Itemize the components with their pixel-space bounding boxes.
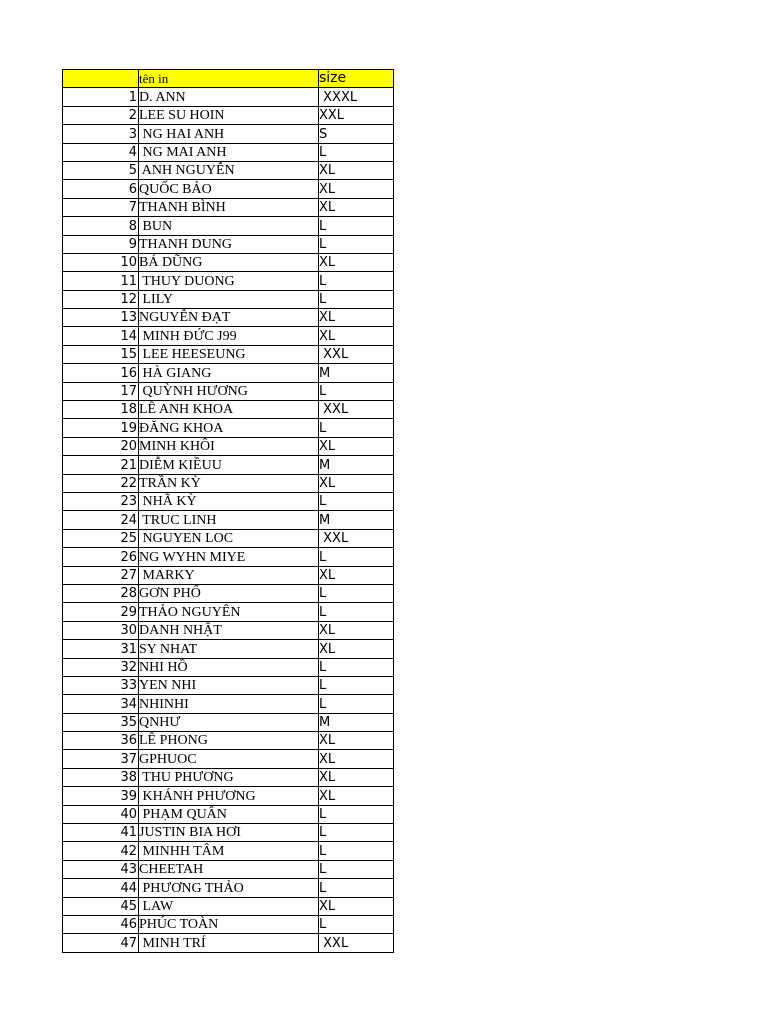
index-cell[interactable]: 36 bbox=[63, 732, 139, 750]
table-row bbox=[63, 401, 394, 419]
name-cell[interactable]: NHÃ KỲ bbox=[139, 492, 319, 510]
name-cell[interactable]: NG MAI ANH bbox=[139, 143, 319, 161]
table-row bbox=[63, 750, 394, 768]
size-cell[interactable]: L bbox=[319, 492, 394, 510]
name-cell[interactable]: PHÚC TOÀN bbox=[139, 915, 319, 933]
index-cell[interactable]: 33 bbox=[63, 676, 139, 694]
size-cell[interactable]: M bbox=[319, 456, 394, 474]
name-cell[interactable]: THẢO NGUYÊN bbox=[139, 603, 319, 621]
index-cell[interactable]: 26 bbox=[63, 548, 139, 566]
name-cell[interactable]: THANH BÌNH bbox=[139, 198, 319, 216]
table-row bbox=[63, 272, 394, 290]
size-cell[interactable]: XXL bbox=[319, 401, 394, 419]
name-cell[interactable]: NGUYỄN ĐẠT bbox=[139, 309, 319, 327]
size-cell[interactable]: L bbox=[319, 143, 394, 161]
index-cell[interactable]: 22 bbox=[63, 474, 139, 492]
name-cell[interactable]: GPHUOC bbox=[139, 750, 319, 768]
size-cell[interactable]: XXL bbox=[319, 934, 394, 952]
index-cell[interactable]: 31 bbox=[63, 640, 139, 658]
size-cell[interactable]: S bbox=[319, 125, 394, 143]
table-row bbox=[63, 474, 394, 492]
size-cell[interactable]: XL bbox=[319, 621, 394, 639]
size-cell[interactable]: L bbox=[319, 217, 394, 235]
size-cell[interactable]: L bbox=[319, 235, 394, 253]
name-cell[interactable]: NHI HỒ bbox=[139, 658, 319, 676]
size-cell[interactable]: L bbox=[319, 548, 394, 566]
name-cell[interactable]: LEE HEESEUNG bbox=[139, 345, 319, 363]
index-cell[interactable]: 19 bbox=[63, 419, 139, 437]
table-row bbox=[63, 492, 394, 510]
index-cell[interactable]: 6 bbox=[63, 180, 139, 198]
index-cell[interactable]: 16 bbox=[63, 364, 139, 382]
size-cell[interactable]: XXL bbox=[319, 106, 394, 124]
table-row bbox=[63, 345, 394, 363]
name-cell[interactable]: SY NHAT bbox=[139, 640, 319, 658]
table-row bbox=[63, 106, 394, 124]
index-cell[interactable]: 38 bbox=[63, 768, 139, 786]
table-row bbox=[63, 437, 394, 455]
size-cell[interactable]: L bbox=[319, 676, 394, 694]
header-index-cell[interactable] bbox=[63, 70, 139, 88]
name-cell[interactable]: THUY DUONG bbox=[139, 272, 319, 290]
table-row bbox=[63, 364, 394, 382]
table-row bbox=[63, 382, 394, 400]
name-cell[interactable]: QUỐC BẢO bbox=[139, 180, 319, 198]
name-cell[interactable]: MARKY bbox=[139, 566, 319, 584]
size-cell[interactable]: L bbox=[319, 603, 394, 621]
name-cell[interactable]: TRUC LINH bbox=[139, 511, 319, 529]
index-cell[interactable]: 13 bbox=[63, 309, 139, 327]
header-name-cell[interactable]: tên in bbox=[139, 70, 319, 88]
name-cell[interactable]: THU PHƯƠNG bbox=[139, 768, 319, 786]
size-cell[interactable]: L bbox=[319, 658, 394, 676]
index-cell[interactable]: 12 bbox=[63, 290, 139, 308]
index-cell[interactable]: 29 bbox=[63, 603, 139, 621]
index-cell[interactable]: 5 bbox=[63, 161, 139, 179]
table-row bbox=[63, 860, 394, 878]
size-cell[interactable]: XXL bbox=[319, 345, 394, 363]
index-cell[interactable]: 17 bbox=[63, 382, 139, 400]
size-cell[interactable]: M bbox=[319, 511, 394, 529]
table-row bbox=[63, 529, 394, 547]
table-row bbox=[63, 824, 394, 842]
index-cell[interactable]: 34 bbox=[63, 695, 139, 713]
index-cell[interactable]: 14 bbox=[63, 327, 139, 345]
table-row bbox=[63, 732, 394, 750]
table-row bbox=[63, 695, 394, 713]
size-cell[interactable]: XXXL bbox=[319, 88, 394, 106]
index-cell[interactable]: 47 bbox=[63, 934, 139, 952]
table-row bbox=[63, 787, 394, 805]
name-cell[interactable]: GƠN PHỐ bbox=[139, 584, 319, 602]
table-row bbox=[63, 713, 394, 731]
table-row bbox=[63, 235, 394, 253]
index-cell[interactable]: 35 bbox=[63, 713, 139, 731]
name-cell[interactable]: ĐĂNG KHOA bbox=[139, 419, 319, 437]
index-cell[interactable]: 8 bbox=[63, 217, 139, 235]
name-cell[interactable]: ANH NGUYỄN bbox=[139, 161, 319, 179]
name-cell[interactable]: BÁ DŨNG bbox=[139, 253, 319, 271]
size-cell[interactable]: XL bbox=[319, 327, 394, 345]
size-cell[interactable]: L bbox=[319, 860, 394, 878]
name-cell[interactable]: CHEETAH bbox=[139, 860, 319, 878]
size-cell[interactable]: XL bbox=[319, 161, 394, 179]
index-cell[interactable]: 4 bbox=[63, 143, 139, 161]
table-row bbox=[63, 676, 394, 694]
name-cell[interactable]: PHƯƠNG THẢO bbox=[139, 879, 319, 897]
table-body bbox=[63, 70, 394, 953]
size-cell[interactable]: XL bbox=[319, 732, 394, 750]
index-cell[interactable]: 25 bbox=[63, 529, 139, 547]
table-row bbox=[63, 88, 394, 106]
size-list-table bbox=[62, 69, 394, 953]
table-row bbox=[63, 658, 394, 676]
name-cell[interactable]: LÊ PHONG bbox=[139, 732, 319, 750]
index-cell[interactable]: 28 bbox=[63, 584, 139, 602]
size-cell[interactable]: L bbox=[319, 695, 394, 713]
name-cell[interactable]: NHINHI bbox=[139, 695, 319, 713]
name-cell[interactable]: MINH ĐỨC J99 bbox=[139, 327, 319, 345]
index-cell[interactable]: 43 bbox=[63, 860, 139, 878]
name-cell[interactable]: HÀ GIANG bbox=[139, 364, 319, 382]
table-row bbox=[63, 198, 394, 216]
table-row bbox=[63, 584, 394, 602]
table-row bbox=[63, 327, 394, 345]
name-cell[interactable]: QUỲNH HƯƠNG bbox=[139, 382, 319, 400]
name-cell[interactable]: MINH TRÍ bbox=[139, 934, 319, 952]
size-cell[interactable]: L bbox=[319, 842, 394, 860]
index-cell[interactable]: 11 bbox=[63, 272, 139, 290]
index-cell[interactable]: 15 bbox=[63, 345, 139, 363]
name-cell[interactable]: NG HAI ANH bbox=[139, 125, 319, 143]
name-cell[interactable]: BUN bbox=[139, 217, 319, 235]
index-cell[interactable]: 23 bbox=[63, 492, 139, 510]
size-cell[interactable]: XXL bbox=[319, 529, 394, 547]
table-row bbox=[63, 768, 394, 786]
size-cell[interactable]: M bbox=[319, 713, 394, 731]
size-cell[interactable]: XL bbox=[319, 787, 394, 805]
index-cell[interactable]: 46 bbox=[63, 915, 139, 933]
name-cell[interactable]: LEE SU HOIN bbox=[139, 106, 319, 124]
table-row bbox=[63, 253, 394, 271]
header-size-cell[interactable]: size bbox=[319, 70, 394, 88]
table-row bbox=[63, 290, 394, 308]
size-cell[interactable]: L bbox=[319, 879, 394, 897]
size-cell[interactable]: L bbox=[319, 290, 394, 308]
index-cell[interactable]: 7 bbox=[63, 198, 139, 216]
size-cell[interactable]: L bbox=[319, 584, 394, 602]
table-row bbox=[63, 143, 394, 161]
header-row bbox=[63, 70, 394, 88]
name-cell[interactable]: THANH DUNG bbox=[139, 235, 319, 253]
size-cell[interactable]: XL bbox=[319, 180, 394, 198]
size-cell[interactable]: XL bbox=[319, 566, 394, 584]
size-cell[interactable]: L bbox=[319, 915, 394, 933]
size-cell[interactable]: L bbox=[319, 805, 394, 823]
index-cell[interactable]: 20 bbox=[63, 437, 139, 455]
size-cell[interactable]: XL bbox=[319, 198, 394, 216]
index-cell[interactable]: 2 bbox=[63, 106, 139, 124]
table-row bbox=[63, 161, 394, 179]
name-cell[interactable]: MINH KHÔI bbox=[139, 437, 319, 455]
name-cell[interactable]: PHẠM QUÂN bbox=[139, 805, 319, 823]
index-cell[interactable]: 27 bbox=[63, 566, 139, 584]
size-cell[interactable]: XL bbox=[319, 437, 394, 455]
table-row bbox=[63, 419, 394, 437]
index-cell[interactable]: 30 bbox=[63, 621, 139, 639]
table-row bbox=[63, 548, 394, 566]
size-cell[interactable]: XL bbox=[319, 768, 394, 786]
table-row bbox=[63, 603, 394, 621]
size-cell[interactable]: XL bbox=[319, 309, 394, 327]
table-row bbox=[63, 621, 394, 639]
table-row bbox=[63, 217, 394, 235]
index-cell[interactable]: 42 bbox=[63, 842, 139, 860]
table-row bbox=[63, 879, 394, 897]
name-cell[interactable]: MINHH TÂM bbox=[139, 842, 319, 860]
name-cell[interactable]: QNHƯ bbox=[139, 713, 319, 731]
name-cell[interactable]: D. ANN bbox=[139, 88, 319, 106]
name-cell[interactable]: LAW bbox=[139, 897, 319, 915]
index-cell[interactable]: 45 bbox=[63, 897, 139, 915]
size-cell[interactable]: XL bbox=[319, 897, 394, 915]
size-cell[interactable]: XL bbox=[319, 640, 394, 658]
name-cell[interactable]: NG WYHN MIYE bbox=[139, 548, 319, 566]
index-cell[interactable]: 21 bbox=[63, 456, 139, 474]
size-cell[interactable]: L bbox=[319, 419, 394, 437]
index-cell[interactable]: 24 bbox=[63, 511, 139, 529]
table-row bbox=[63, 456, 394, 474]
index-cell[interactable]: 40 bbox=[63, 805, 139, 823]
index-cell[interactable]: 3 bbox=[63, 125, 139, 143]
table-row bbox=[63, 805, 394, 823]
size-cell[interactable]: L bbox=[319, 824, 394, 842]
index-cell[interactable]: 18 bbox=[63, 401, 139, 419]
size-cell[interactable]: XL bbox=[319, 750, 394, 768]
name-cell[interactable]: KHÁNH PHƯƠNG bbox=[139, 787, 319, 805]
index-cell[interactable]: 37 bbox=[63, 750, 139, 768]
size-cell[interactable]: XL bbox=[319, 253, 394, 271]
size-cell[interactable]: L bbox=[319, 382, 394, 400]
name-cell[interactable]: LILY bbox=[139, 290, 319, 308]
size-cell[interactable]: M bbox=[319, 364, 394, 382]
table-row bbox=[63, 566, 394, 584]
index-cell[interactable]: 32 bbox=[63, 658, 139, 676]
index-cell[interactable]: 41 bbox=[63, 824, 139, 842]
table-row bbox=[63, 897, 394, 915]
index-cell[interactable]: 39 bbox=[63, 787, 139, 805]
name-cell[interactable]: TRẦN KỲ bbox=[139, 474, 319, 492]
table-row bbox=[63, 511, 394, 529]
index-cell[interactable]: 1 bbox=[63, 88, 139, 106]
size-cell[interactable]: L bbox=[319, 272, 394, 290]
table-row bbox=[63, 915, 394, 933]
name-cell[interactable]: YEN NHI bbox=[139, 676, 319, 694]
name-cell[interactable]: JUSTIN BIA HƠI bbox=[139, 824, 319, 842]
index-cell[interactable]: 44 bbox=[63, 879, 139, 897]
table-row bbox=[63, 125, 394, 143]
index-cell[interactable]: 9 bbox=[63, 235, 139, 253]
index-cell[interactable]: 10 bbox=[63, 253, 139, 271]
name-cell[interactable]: DIỄM KIỀUU bbox=[139, 456, 319, 474]
table-row bbox=[63, 934, 394, 952]
table-row bbox=[63, 180, 394, 198]
table-row bbox=[63, 640, 394, 658]
table-row bbox=[63, 309, 394, 327]
size-cell[interactable]: XL bbox=[319, 474, 394, 492]
name-cell[interactable]: DANH NHẬT bbox=[139, 621, 319, 639]
name-cell[interactable]: LÊ ANH KHOA bbox=[139, 401, 319, 419]
name-cell[interactable]: NGUYEN LOC bbox=[139, 529, 319, 547]
table-row bbox=[63, 842, 394, 860]
